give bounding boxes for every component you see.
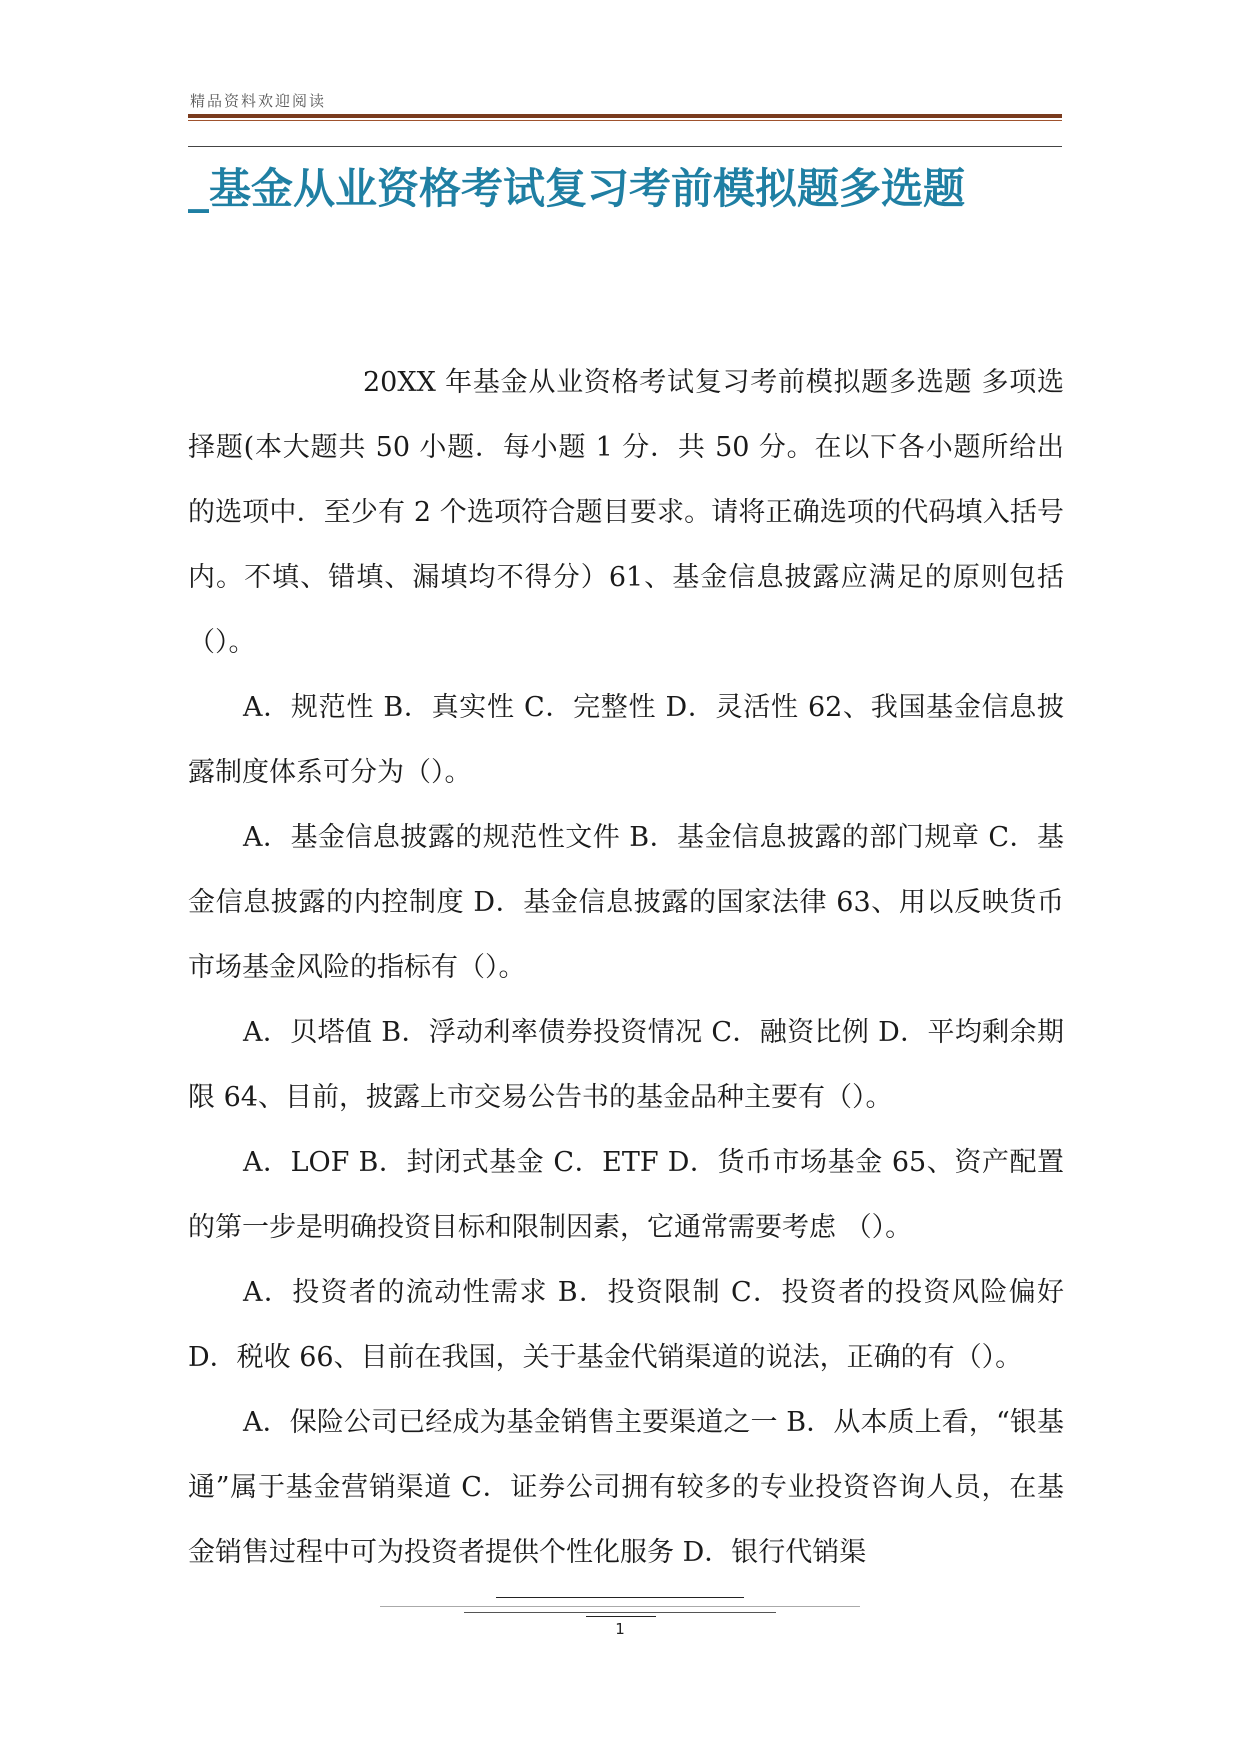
title-rule — [188, 146, 1062, 147]
paragraph-q62-options: A．基金信息披露的规范性文件 B．基金信息披露的部门规章 C．基金信息披露的内控制度 D．基金信息披露的国家法律 63、用以反映货币市场基金风险的指标有（）。 — [188, 822, 1064, 983]
footer-rule-low — [464, 1612, 776, 1613]
paragraph-q63-options: A．贝塔值 B．浮动利率债券投资情况 C．融资比例 D．平均剩余期限 64、目前，披露上市交易公告书的基金品种主要有（）。 — [188, 1017, 1064, 1113]
paragraph-q61-options: A．规范性 B．真实性 C．完整性 D．灵活性 62、我国基金信息披露制度体系可分为（）。 — [188, 692, 1064, 788]
page-header-text: 精品资料欢迎阅读 — [190, 92, 327, 110]
page-number: 1 — [615, 1620, 625, 1638]
footer-rule-top — [496, 1597, 744, 1598]
footer-rule-short — [586, 1616, 656, 1617]
paragraph-q64-options: A．LOF B．封闭式基金 C．ETF D．货币市场基金 65、资产配置的第一步是明确投资目标和限制因素，它通常需要考虑 （）。 — [188, 1147, 1064, 1243]
header-rule-thin — [188, 120, 1062, 121]
document-body — [188, 350, 1064, 1585]
document-title: _基金从业资格考试复习考前模拟题多选题 — [188, 164, 966, 213]
paragraph-q65-options: A．投资者的流动性需求 B．投资限制 C．投资者的投资风险偏好 D．税收 66、目前在我国，关于基金代销渠道的说法，正确的有（）。 — [188, 1277, 1064, 1373]
paragraph-intro: 20XX 年基金从业资格考试复习考前模拟题多选题 多项选择题(本大题共 50 小题．每小题 1 分．共 50 分。在以下各小题所给出的选项中．至少有 2 个选项符合题目要求。请将正确选项的代码填入括号内。不填、错填、漏填均不得分）61、基金信息披露应满足的原则包括（）。 — [188, 367, 1064, 658]
header-rule-thick — [188, 114, 1062, 118]
footer-rule-mid — [380, 1606, 860, 1607]
paragraph-q66-options: A．保险公司已经成为基金销售主要渠道之一 B．从本质上看，“银基通”属于基金营销渠道 C．证券公司拥有较多的专业投资咨询人员，在基金销售过程中可为投资者提供个性化服务 D．银行代销渠 — [188, 1407, 1064, 1568]
